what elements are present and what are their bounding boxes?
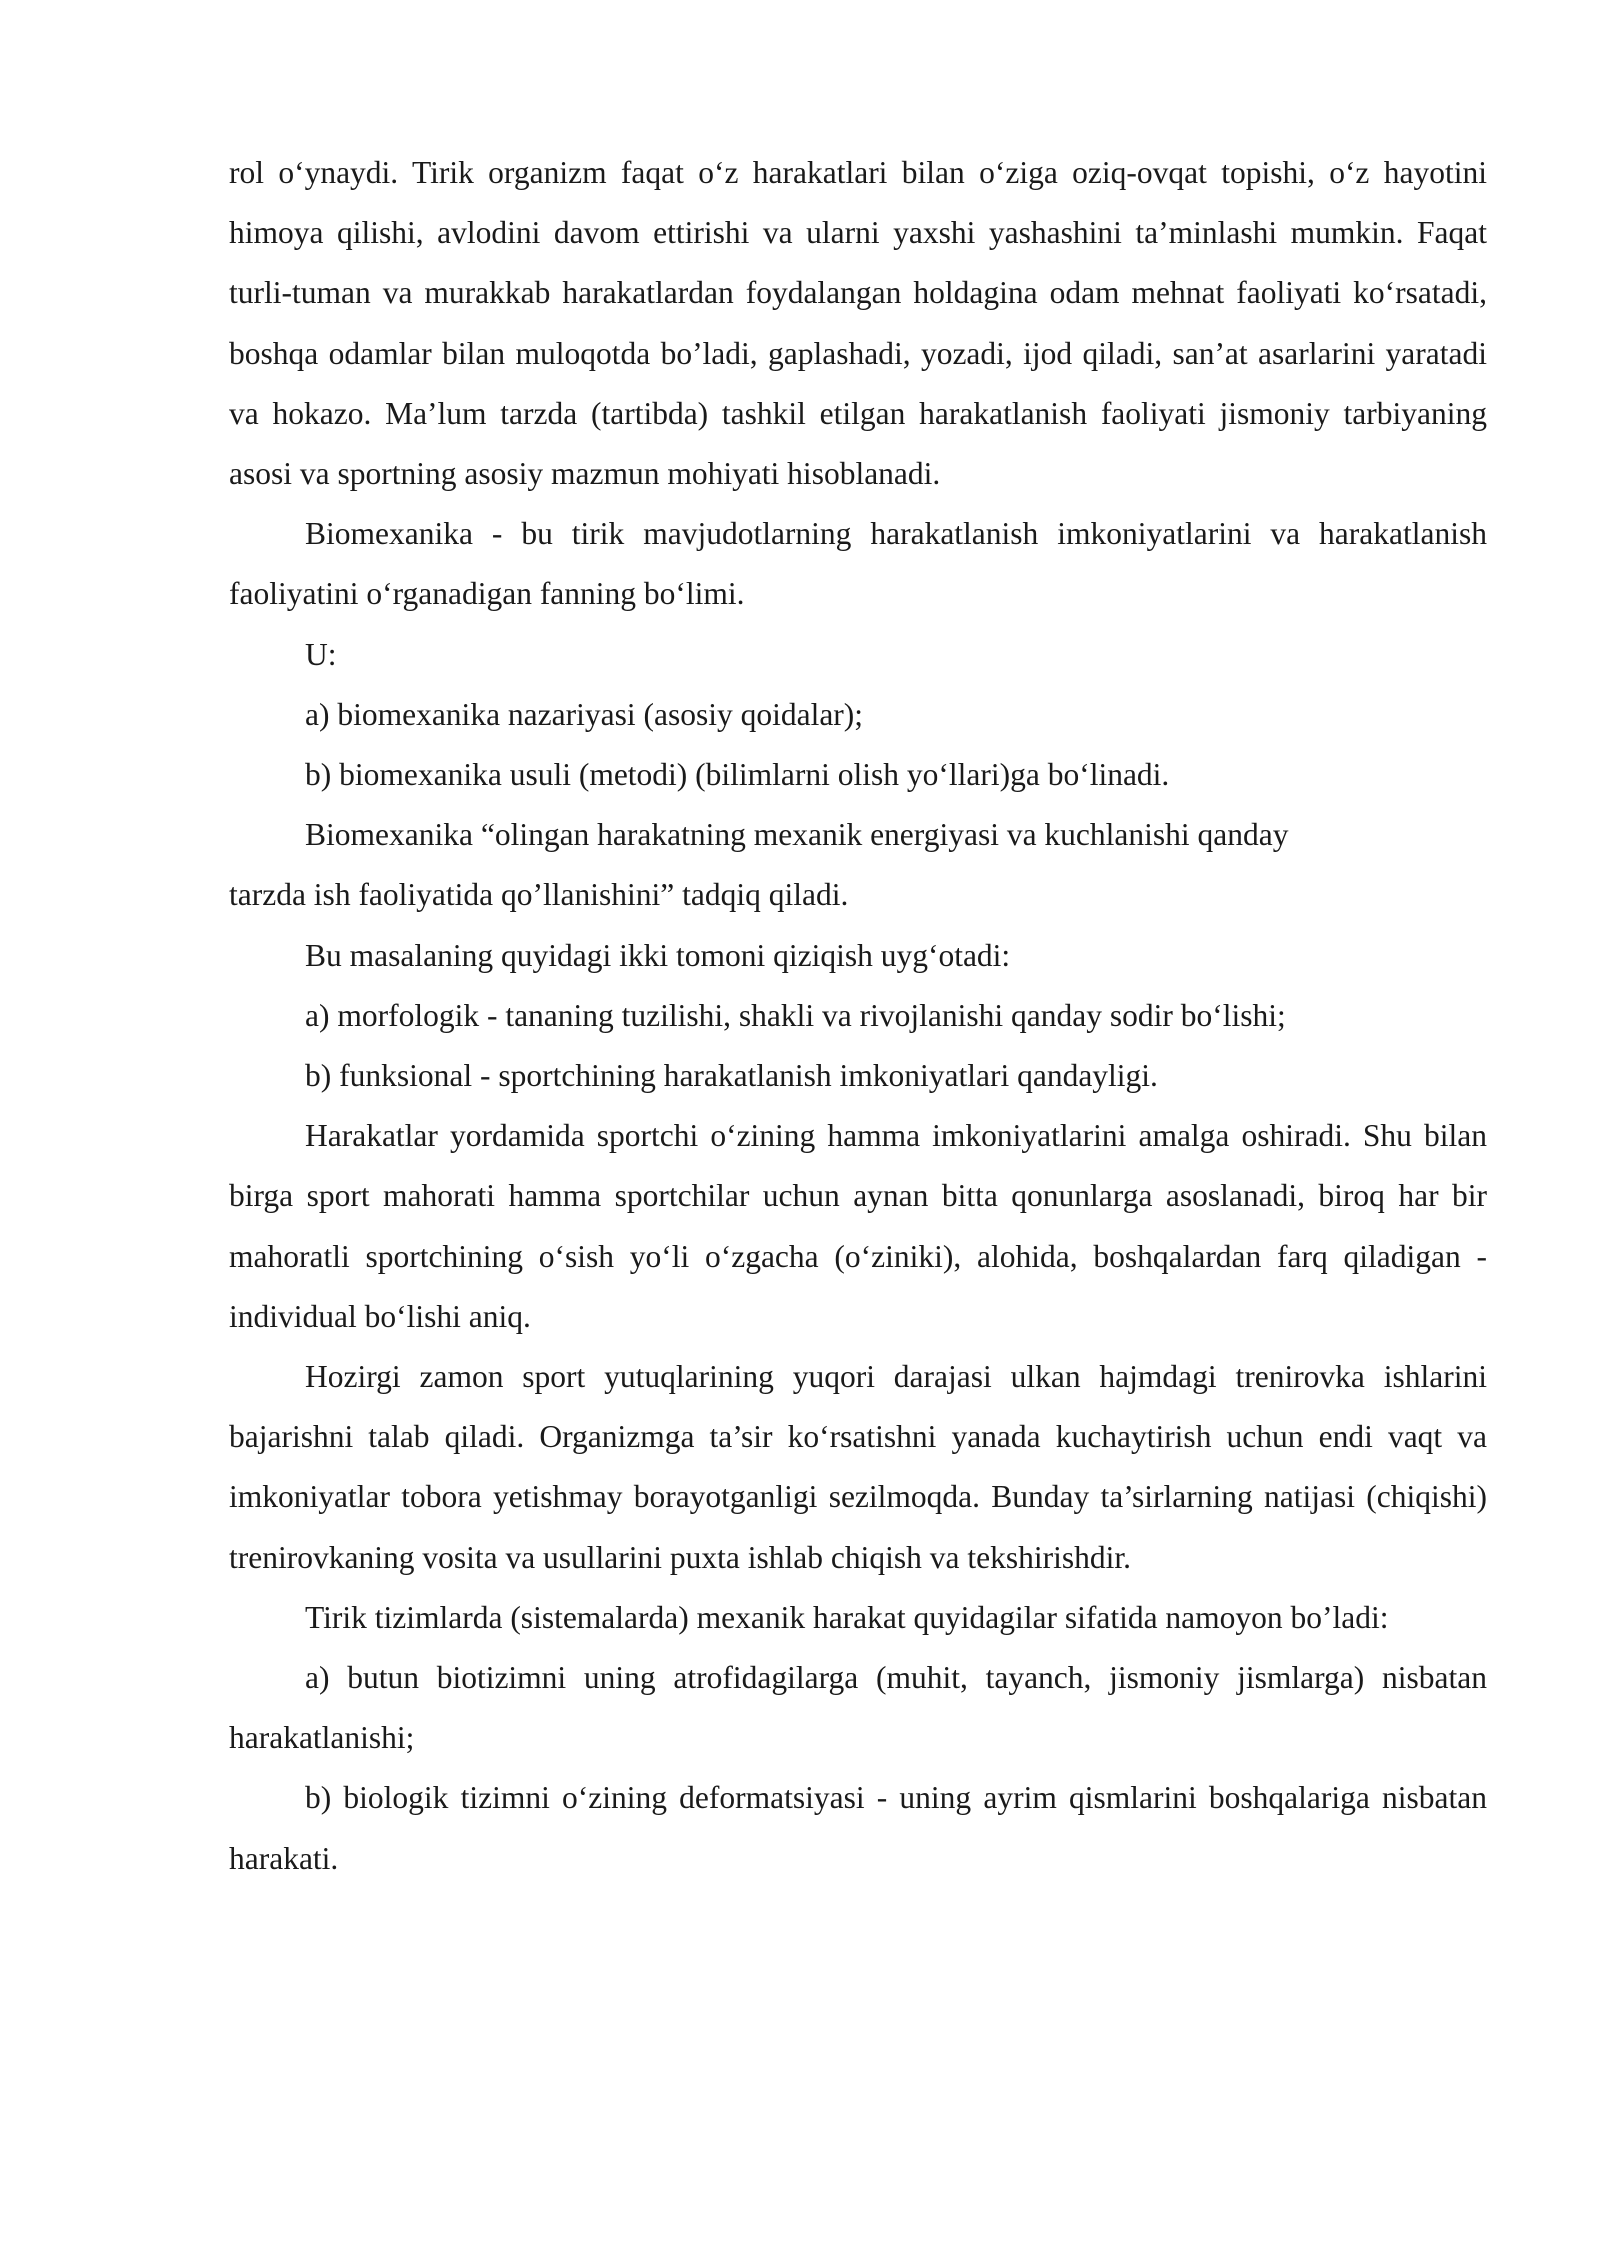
- list-item-theory: a) biomexanika nazariyasi (asosiy qoidalar);: [305, 696, 864, 732]
- list-item-whole-biosystem: a) butun biotizimni uning atrofidagilarga (muhit, tayanch, jismoniy jismlarga) nisbatan harakatlanishi;: [229, 1660, 1487, 1756]
- list-item-deformation: b) biologik tizimni o‘zining deformatsiyasi - uning ayrim qismlarini boshqalariga nisbatan harakati.: [229, 1780, 1487, 1876]
- paragraph-intro: rol o‘ynaydi. Tirik organizm faqat o‘z harakatlari bilan o‘ziga oziq-ovqat topishi, o‘z hayotini himoya qilishi, avlodini davom ettirishi va ularni yaxshi yashashini ta’minlashi mumkin. Faqat turli-tuman va murakkab harakatlardan foydalangan holdagina odam mehnat faoliyati ko‘rsatadi, boshqa odamlar bilan muloqotda bo’ladi, gaplashadi, yozadi, ijod qiladi, san’at asarlarini yaratadi va hokazo. Ma’lum tarzda (tartibda) tashkil etilgan harakatlanish faoliyati jismoniy tarbiyaning asosi va sportning asosiy mazmun mohiyati hisoblanadi.: [229, 155, 1487, 492]
- list-item-functional: b) funksional - sportchining harakatlanish imkoniyatlari qandayligi.: [305, 1058, 1158, 1094]
- paragraph-energy-line-2: tarzda ish faoliyatida qo’llanishini” tadqiq qiladi.: [229, 877, 849, 913]
- paragraph-two-sides: Bu masalaning quyidagi ikki tomoni qiziqish uyg‘otadi:: [305, 937, 1011, 973]
- list-item-method: b) biomexanika usuli (metodi) (bilimlarni olish yo‘llari)ga bo‘linadi.: [305, 757, 1170, 793]
- paragraph-u: U:: [305, 636, 337, 672]
- paragraph-energy-line-1: Biomexanika “olingan harakatning mexanik energiyasi va kuchlanishi qanday: [305, 817, 1289, 853]
- list-item-morphological: a) morfologik - tananing tuzilishi, shakli va rivojlanishi qanday sodir bo‘lishi;: [305, 997, 1286, 1033]
- paragraph-biomechanics-definition: Biomexanika - bu tirik mavjudotlarning harakatlanish imkoniyatlarini va harakatlanish faoliyatini o‘rganadigan fanning bo‘limi.: [229, 516, 1487, 612]
- document-page: [229, 143, 1487, 1889]
- paragraph-modern-sport: Hozirgi zamon sport yutuqlarining yuqori darajasi ulkan hajmdagi trenirovka ishlarini bajarishni talab qiladi. Organizmga ta’sir ko‘rsatishni yanada kuchaytirish uchun endi vaqt va imkoniyatlar tobora yetishmay borayotganligi sezilmoqda. Bunday ta’sirlarning natijasi (chiqishi) trenirovkaning vosita va usullarini puxta ishlab chiqish va tekshirishdir.: [229, 1359, 1487, 1575]
- paragraph-living-systems: Tirik tizimlarda (sistemalarda) mexanik harakat quyidagilar sifatida namoyon bo’ladi:: [305, 1599, 1389, 1635]
- paragraph-movements: Harakatlar yordamida sportchi o‘zining hamma imkoniyatlarini amalga oshiradi. Shu bilan birga sport mahorati hamma sportchilar uchun aynan bitta qonunlarga asoslanadi, biroq har bir mahoratli sportchining o‘sish yo‘li o‘zgacha (o‘ziniki), alohida, boshqalardan farq qiladigan - individual bo‘lishi aniq.: [229, 1118, 1487, 1334]
